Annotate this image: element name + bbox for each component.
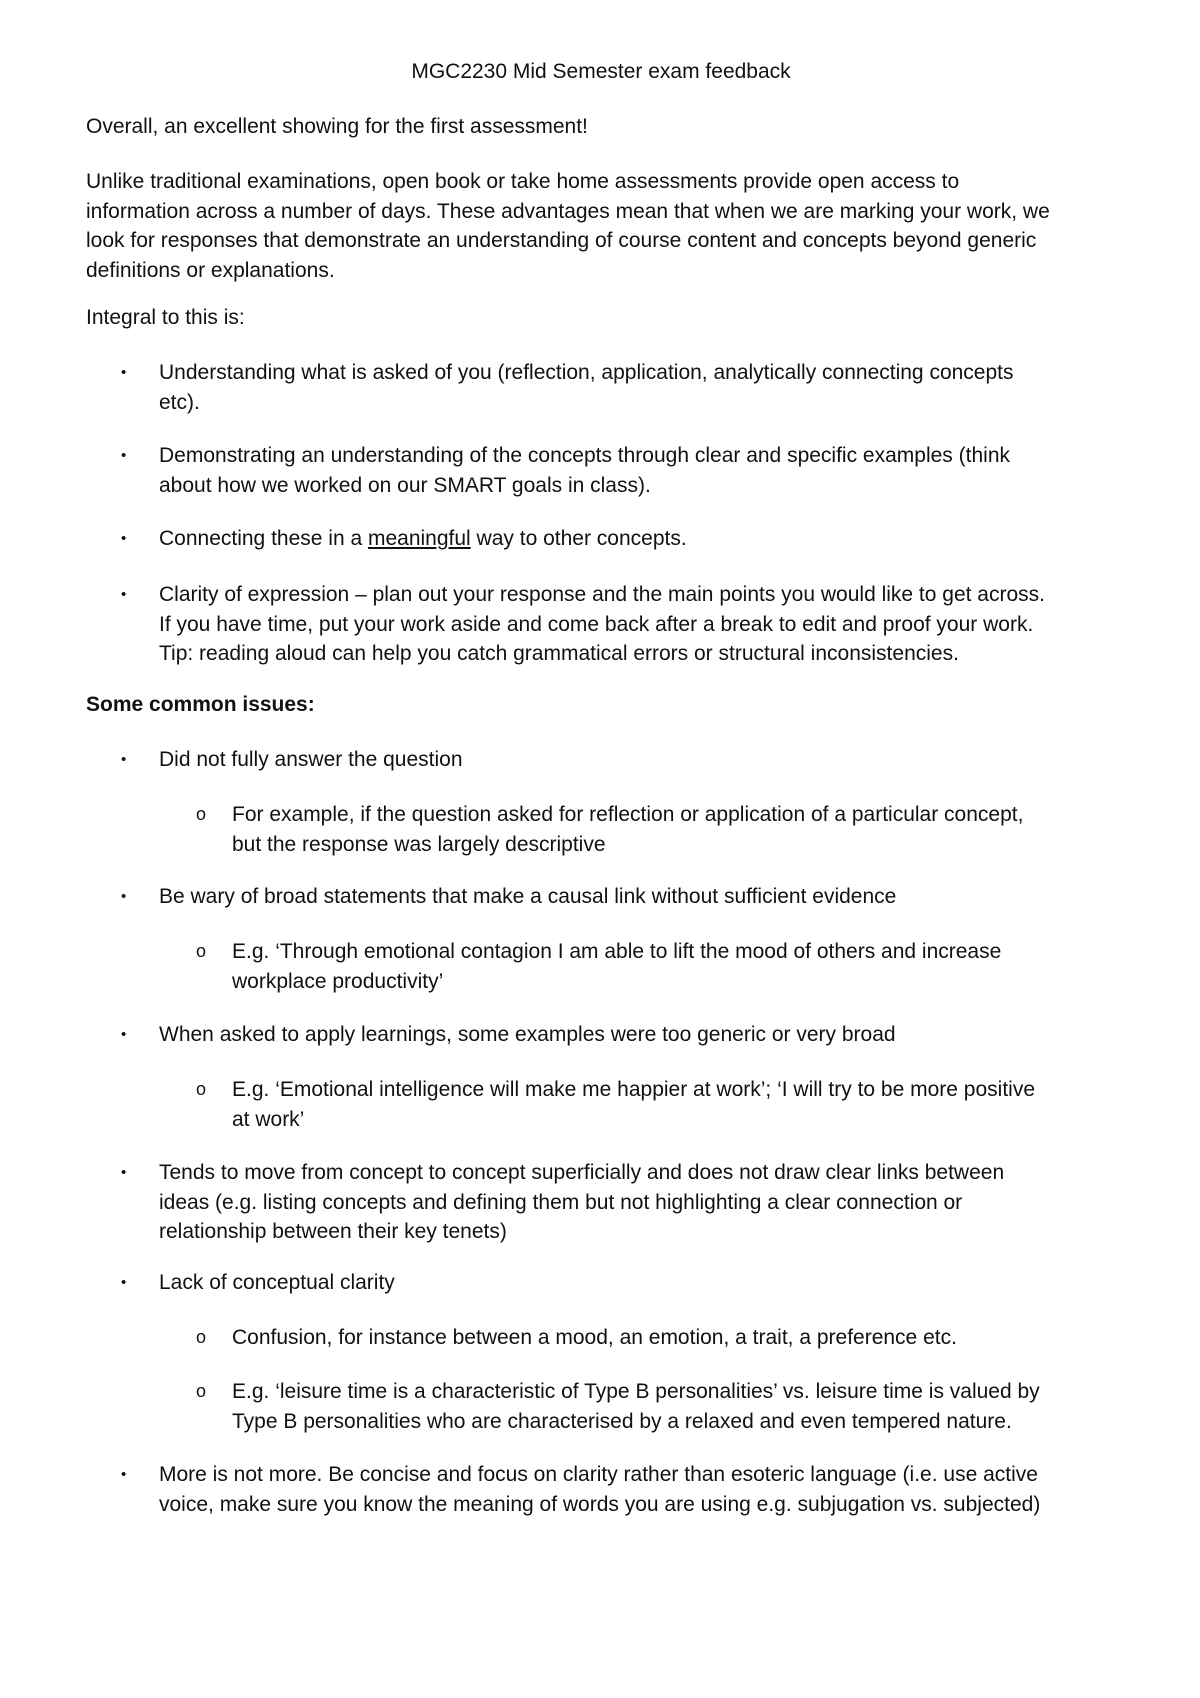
sub-list-item [196, 937, 1122, 996]
integral-heading: Integral to this is: [86, 306, 245, 329]
bullet-icon: • [121, 1274, 127, 1291]
list-item-line: Tends to move from concept to concept superficially and does not draw clear links between [159, 1161, 1005, 1184]
list-item-line: If you have time, put your work aside and come back after a break to edit and proof your work. [159, 612, 1034, 636]
list-item [121, 1268, 1119, 1298]
sub-item-line: E.g. ‘Through emotional contagion I am able to lift the mood of others and increase [232, 940, 1002, 963]
sub-item-line: but the response was largely descriptive [232, 832, 606, 856]
sub-bullet-icon: o [196, 1327, 207, 1347]
sub-bullet-icon: o [196, 941, 207, 961]
sub-list-item [196, 800, 1122, 859]
list-item [121, 1460, 1119, 1519]
list-item-line: Be wary of broad statements that make a causal link without sufficient evidence [159, 885, 897, 908]
text-run: Connecting these in a [159, 527, 368, 550]
sub-bullet-icon: o [196, 1079, 207, 1099]
list-item [121, 1158, 1119, 1247]
list-item-line: When asked to apply learnings, some examples were too generic or very broad [159, 1023, 896, 1046]
underlined-word: meaningful [367, 527, 471, 550]
bullet-icon: • [121, 751, 127, 768]
list-item-line: Demonstrating an understanding of the concepts through clear and specific examples (think [159, 444, 1010, 467]
sub-item-line: For example, if the question asked for reflection or application of a particular concept, [232, 803, 1024, 826]
intro-text: Overall, an excellent showing for the first assessment! [86, 115, 588, 138]
list-item-line: ideas (e.g. listing concepts and defining them but not highlighting a clear connection or [159, 1190, 963, 1214]
list-item-line: Did not fully answer the question [159, 748, 463, 771]
paragraph-line: Unlike traditional examinations, open book or take home assessments provide open access to [86, 170, 960, 193]
list-item [121, 580, 1119, 669]
bullet-icon: • [121, 1466, 127, 1483]
sub-item-line: workplace productivity’ [232, 969, 444, 993]
bullet-icon: • [121, 530, 127, 547]
paragraph-line: definitions or explanations. [86, 258, 335, 282]
issues-heading: Some common issues: [86, 693, 315, 716]
bullet-icon: • [121, 364, 127, 381]
sub-list-item [196, 1377, 1122, 1436]
bullet-icon: • [121, 447, 127, 464]
sub-item-line: E.g. ‘Emotional intelligence will make me happier at work’; ‘I will try to be more positive [232, 1078, 1035, 1101]
list-item-line: Clarity of expression – plan out your response and the main points you would like to get across. [159, 583, 1045, 606]
list-item [121, 358, 1119, 417]
paragraph-intro [86, 167, 1116, 285]
list-item-line: etc). [159, 390, 200, 414]
list-item [121, 524, 1119, 554]
list-item [121, 882, 1119, 912]
bullet-icon: • [121, 1164, 127, 1181]
list-item-line: relationship between their key tenets) [159, 1220, 507, 1243]
sub-bullet-icon: o [196, 1381, 207, 1401]
sub-item-line: Type B personalities who are characterised by a relaxed and even tempered nature. [232, 1409, 1012, 1433]
sub-item-line: Confusion, for instance between a mood, an emotion, a trait, a preference etc. [232, 1326, 957, 1349]
list-item-line: voice, make sure you know the meaning of words you are using e.g. subjugation vs. subjected) [159, 1492, 1041, 1516]
list-item-line: Lack of conceptual clarity [159, 1271, 395, 1294]
bullet-icon: • [121, 586, 127, 603]
page-title: MGC2230 Mid Semester exam feedback [411, 60, 791, 83]
paragraph-line: look for responses that demonstrate an understanding of course content and concepts beyond generic [86, 229, 1037, 252]
list-item [121, 1020, 1119, 1050]
list-item-line: about how we worked on our SMART goals in class). [159, 473, 651, 497]
list-item-line: Tip: reading aloud can help you catch grammatical errors or structural inconsistencies. [159, 642, 959, 665]
list-item [121, 441, 1119, 500]
list-item-line [159, 524, 1119, 554]
sub-item-line: E.g. ‘leisure time is a characteristic of Type B personalities’ vs. leisure time is valued by [232, 1380, 1040, 1403]
sub-list-item [196, 1323, 1122, 1353]
list-item-line: Understanding what is asked of you (reflection, application, analytically connecting concepts [159, 361, 1014, 384]
bullet-icon: • [121, 888, 127, 905]
sub-bullet-icon: o [196, 804, 207, 824]
sub-item-line: at work’ [232, 1107, 305, 1131]
paragraph-line: information across a number of days. These advantages mean that when we are marking your work, we [86, 199, 1050, 223]
bullet-icon: • [121, 1026, 127, 1043]
list-item-line: More is not more. Be concise and focus on clarity rather than esoteric language (i.e. use active [159, 1463, 1038, 1486]
list-item [121, 745, 1119, 775]
sub-list-item [196, 1075, 1122, 1134]
text-run: way to other concepts. [470, 527, 687, 550]
